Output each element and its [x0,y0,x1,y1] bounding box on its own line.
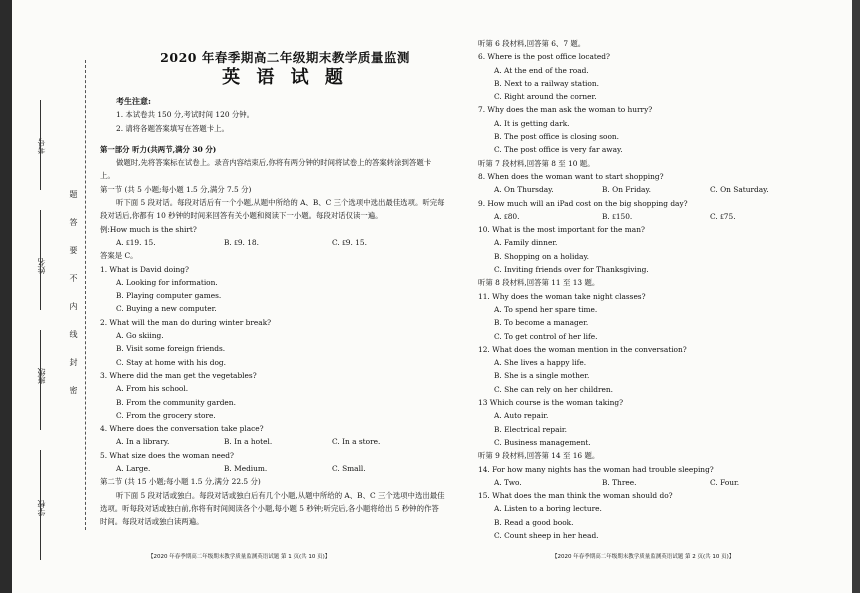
option: A. ₤80. [494,211,520,221]
option: B. Medium. [224,464,268,474]
material-9-heading: 听第 9 段材料,回答第 14 至 16 题。 [478,451,600,461]
option: C. Business management. [494,437,591,447]
school-label: 学校 [37,500,46,516]
part1-heading: 第一部分 听力(共两节,满分 30 分) [100,144,217,154]
option: A. It is getting dark. [494,118,570,128]
option: B. ₤150. [602,211,633,221]
scan-edge-left [0,0,12,593]
seal-word: 线 [69,330,78,338]
option: A. Two. [494,477,522,487]
option: A. From his school. [116,384,189,394]
question-7: 7. Why does the man ask the woman to hurry? [478,105,653,115]
option: C. In a store. [332,437,381,447]
seal-word: 密 [69,386,78,394]
option: C. From the grocery store. [116,410,216,420]
option: C. Stay at home with his dog. [116,357,227,367]
option: B. Visit some foreign friends. [116,344,226,354]
question-8: 8. When does the woman want to start shopping? [478,171,664,181]
option: B. Three. [602,477,637,487]
option: B. Playing computer games. [116,291,222,301]
option: C. She can rely on her children. [494,384,614,394]
question-9: 9. How much will an iPad cost on the big shopping day? [478,198,688,208]
question-14: 14. For how many nights has the woman had trouble sleeping? [478,464,714,474]
question-12: 12. What does the woman mention in the conversation? [478,344,687,354]
option: A. In a library. [116,437,170,447]
option: A. Large. [116,464,151,474]
option: B. On Friday. [602,185,652,195]
option: C. Buying a new computer. [116,304,217,314]
option: B. Next to a railway station. [494,78,599,88]
scan-edge-right [852,0,860,593]
option: B. Electrical repair. [494,424,568,434]
seal-word: 题 [69,190,78,198]
option: B. Read a good book. [494,517,574,527]
section1-intro: 听下面 5 段对话。每段对话后有一个小题,从题中所给的 A、B、C 三个选项中选出最佳选项。听完每段对话后,你都有 10 秒钟的时间来回答有关小题和阅读下一小题。每段对话仅读一遍。 [100,198,445,221]
option: B. Shopping on a holiday. [494,251,589,261]
option: B. From the community garden. [116,397,236,407]
section2-heading: 第二节 (共 15 小题;每小题 1.5 分,满分 22.5 分) [100,477,261,487]
option: C. Small. [332,464,366,474]
part1-intro: 做题时,先将答案标在试卷上。录音内容结束后,你将有两分钟的时间将试卷上的答案转涂到答题卡上。 [100,158,432,181]
seal-word: 内 [69,302,78,310]
seal-word: 答 [69,218,78,226]
option: A. Go skiing. [116,331,164,341]
option: A. To spend her spare time. [494,304,598,314]
option: A. At the end of the road. [494,65,589,75]
option: C. The post office is very far away. [494,145,623,155]
right-column [478,37,828,542]
class-label: 班级 [37,368,46,384]
question-15: 15. What does the man think the woman should do? [478,491,673,501]
option: A. Looking for information. [116,277,218,287]
question-6: 6. Where is the post office located? [478,52,610,62]
material-7-heading: 听第 7 段材料,回答第 8 至 10 题。 [478,158,595,168]
class-line [40,330,41,430]
question-4-options [100,435,470,448]
option: C. Inviting friends over for Thanksgiving. [494,265,649,275]
example-option-b: B. ₤9. 18. [224,237,259,247]
example-options [100,236,470,249]
question-1: 1. What is David doing? [100,264,189,274]
option: B. To become a manager. [494,318,589,328]
subject-title: 英 语 试 题 [222,67,348,88]
question-9-options [478,210,828,223]
name-label: 姓名 [37,258,46,274]
section1-heading: 第一节 (共 5 小题;每小题 1.5 分,满分 7.5 分) [100,184,252,194]
left-column [100,95,470,529]
exam-title: 2020 年春季期高二年级期末教学质量监测 [160,50,410,65]
material-6-heading: 听第 6 段材料,回答第 6、7 题。 [478,39,586,48]
question-13: 13 Which course is the woman taking? [478,398,624,408]
question-5: 5. What size does the woman need? [100,450,234,460]
page-footer-right: 【2020 年春季期高二年级期末教学质量监测英语试题 第 2 页(共 10 页)】 [552,554,735,560]
example-option-a: A. ₤19. 15. [116,237,156,247]
option: C. Four. [710,477,740,487]
question-11: 11. Why does the woman take night classes? [478,291,646,301]
option: A. She lives a happy life. [494,358,587,368]
option: A. Auto repair. [494,411,549,421]
question-8-options [478,183,828,196]
question-10: 10. What is the most important for the man? [478,225,645,235]
page-footer-left: 【2020 年春季期高二年级期末教学质量监测英语试题 第 1 页(共 10 页)】 [148,554,331,560]
binding-dashed-line [85,60,86,530]
example-option-c: C. ₤9. 15. [332,237,367,247]
seal-word: 不 [69,274,78,282]
example-question: 例:How much is the shirt? [100,224,197,234]
question-2: 2. What will the man do during winter break? [100,317,272,327]
option: B. The post office is closing soon. [494,132,620,142]
seal-word: 封 [69,358,78,366]
option: B. She is a single mother. [494,371,590,381]
example-answer: 答案是 C。 [100,251,138,261]
exam-no-label: 考号 [37,138,46,154]
option: C. Count sheep in her head. [494,530,599,540]
exam-no-line [40,100,41,190]
option: C. Right around the corner. [494,92,597,102]
option: B. In a hotel. [224,437,273,447]
option: A. Listen to a boring lecture. [494,504,602,514]
question-3: 3. Where did the man get the vegetables? [100,370,257,380]
name-line [40,210,41,310]
seal-word: 要 [69,246,78,254]
notice-item: 1. 本试卷共 150 分,考试时间 120 分钟。 [116,110,255,120]
school-line [40,450,41,560]
question-5-options [100,462,470,475]
question-4: 4. Where does the conversation take place? [100,424,264,434]
section2-intro: 听下面 5 段对话或独白。每段对话或独白后有几个小题,从题中所给的 A、B、C 三个选项中选出最佳选项。听每段对话或独白前,你将有时间阅读各个小题,每小题 5 秒钟;听完后,各小题将给出 5 秒钟的作答时间。每段对话或独白读两遍。 [100,490,445,527]
notice-heading: 考生注意: [116,96,151,106]
question-14-options [478,476,828,489]
notice-item: 2. 请将各题答案填写在答题卡上。 [116,123,229,133]
binding-margin [22,40,92,540]
option: C. On Saturday. [710,185,769,195]
option: C. To get control of her life. [494,331,598,341]
option: A. Family dinner. [494,238,558,248]
option: C. ₤75. [710,211,736,221]
material-8-heading: 听第 8 段材料,回答第 11 至 13 题。 [478,278,600,288]
option: A. On Thursday. [494,185,554,195]
